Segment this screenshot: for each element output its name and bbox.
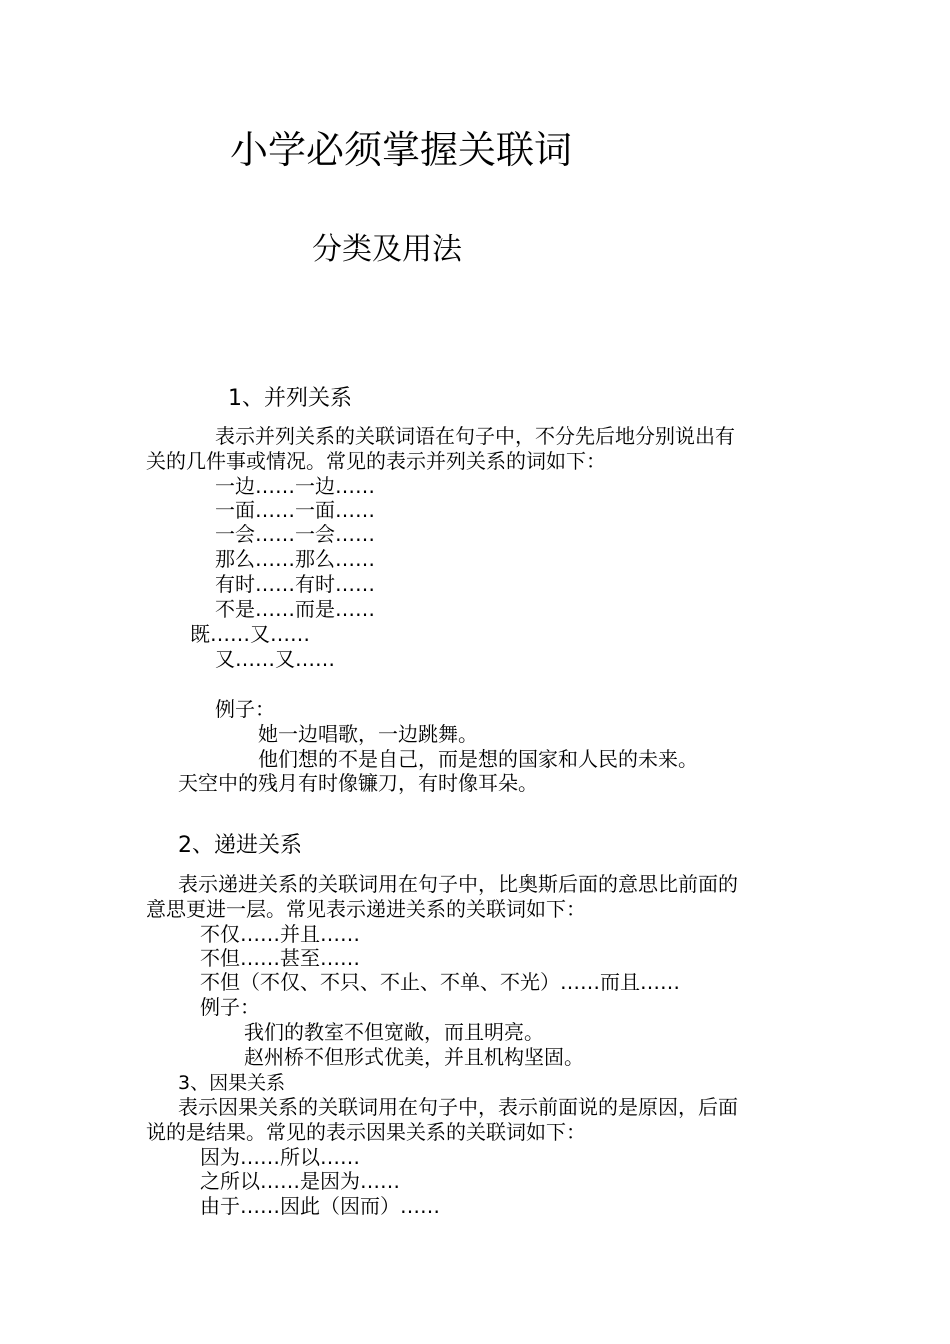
page-subtitle: 分类及用法 bbox=[312, 232, 462, 267]
word-pair: 不但……甚至…… bbox=[200, 946, 360, 970]
word-pair: 因为……所以…… bbox=[200, 1145, 360, 1169]
section-heading: 3、因果关系 bbox=[178, 1072, 286, 1094]
word-pair: 之所以……是因为…… bbox=[200, 1169, 400, 1193]
example-sentence: 她一边唱歌，一边跳舞。 bbox=[258, 722, 478, 746]
word-pair: 那么……那么…… bbox=[215, 547, 375, 571]
page-title: 小学必须掌握关联词 bbox=[230, 128, 573, 172]
word-pair: 不但（不仅、不只、不止、不单、不光）……而且…… bbox=[200, 970, 680, 994]
section-intro-line: 表示递进关系的关联词用在句子中，比奥斯后面的意思比前面的 bbox=[178, 872, 738, 896]
word-pair: 一面……一面…… bbox=[215, 498, 375, 522]
section-intro-line: 意思更进一层。常见表示递进关系的关联词如下： bbox=[146, 897, 586, 921]
word-pair: 一边……一边…… bbox=[215, 474, 375, 498]
example-sentence: 我们的教室不但宽敞，而且明亮。 bbox=[244, 1020, 544, 1044]
section-heading: 1、并列关系 bbox=[228, 386, 352, 411]
word-pair: 不是……而是…… bbox=[215, 597, 375, 621]
section-intro-line: 说的是结果。常见的表示因果关系的关联词如下： bbox=[146, 1120, 586, 1144]
word-pair: 既……又…… bbox=[190, 622, 310, 646]
section-intro-line: 表示因果关系的关联词用在句子中，表示前面说的是原因，后面 bbox=[178, 1095, 738, 1119]
word-pair: 不仅……并且…… bbox=[200, 922, 360, 946]
word-pair: 由于……因此（因而）…… bbox=[200, 1194, 440, 1218]
word-pair: 又……又…… bbox=[215, 647, 335, 671]
example-sentence: 赵州桥不但形式优美，并且机构坚固。 bbox=[244, 1045, 584, 1069]
section-heading: 2、递进关系 bbox=[178, 833, 302, 858]
section-intro-line: 表示并列关系的关联词语在句子中，不分先后地分别说出有 bbox=[215, 424, 735, 448]
word-pair: 一会……一会…… bbox=[215, 522, 375, 546]
section-intro-line: 关的几件事或情况。常见的表示并列关系的词如下： bbox=[146, 449, 606, 473]
word-pair: 有时……有时…… bbox=[215, 572, 375, 596]
example-label: 例子： bbox=[215, 697, 275, 721]
example-label: 例子： bbox=[200, 995, 260, 1019]
example-sentence: 他们想的不是自己，而是想的国家和人民的未来。 bbox=[258, 747, 698, 771]
example-sentence: 天空中的残月有时像镰刀，有时像耳朵。 bbox=[178, 771, 538, 795]
